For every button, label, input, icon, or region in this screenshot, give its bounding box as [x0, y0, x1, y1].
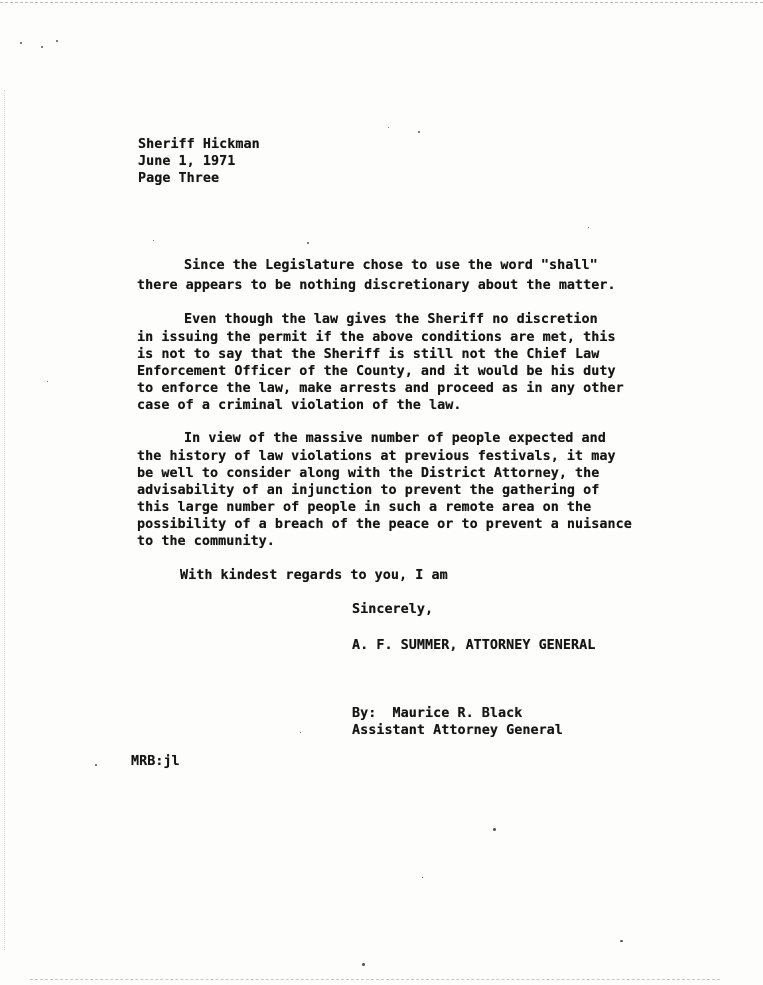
by-line: By: Maurice R. Black — [352, 706, 523, 721]
paragraph-2-line-1: Even though the law gives the Sheriff no discretion — [184, 312, 598, 327]
scan-speck — [493, 828, 496, 831]
paragraph-2-line-3: is not to say that the Sheriff is still not the Chief Law — [137, 347, 600, 362]
scan-speck — [300, 732, 301, 733]
paragraph-3-line-6: possibility of a breach of the peace or to prevent a nuisance — [137, 517, 632, 532]
scan-speck — [422, 877, 423, 878]
paragraph-2-line-5: to enforce the law, make arrests and proceed as in any other — [137, 381, 624, 396]
scan-speck — [47, 381, 48, 382]
scan-speck — [388, 127, 389, 128]
paragraph-1-line-1: Since the Legislature chose to use the word "shall" — [184, 258, 598, 273]
scan-speck — [56, 40, 58, 42]
scan-bottom-edge — [30, 979, 720, 980]
paragraph-2-line-4: Enforcement Officer of the County, and it would be his duty — [137, 364, 616, 379]
signatory-line: A. F. SUMMER, ATTORNEY GENERAL — [352, 638, 596, 653]
scan-top-edge — [0, 2, 763, 3]
scan-speck — [307, 242, 309, 244]
scan-speck — [620, 940, 623, 942]
regards-line: With kindest regards to you, I am — [180, 568, 448, 583]
paragraph-3-line-4: advisability of an injunction to prevent the gathering of — [137, 483, 600, 498]
paragraph-3-line-5: this large number of people in such a remote area on the — [137, 500, 592, 515]
scan-speck — [418, 131, 420, 133]
recipient-line: Sheriff Hickman — [138, 137, 260, 152]
paragraph-1-line-2: there appears to be nothing discretionary about the matter. — [137, 278, 616, 293]
paragraph-3-line-3: be well to consider along with the District Attorney, the — [137, 466, 600, 481]
page-number-line: Page Three — [138, 171, 220, 186]
scan-speck — [588, 227, 589, 228]
scan-speck — [153, 240, 154, 241]
paragraph-3-line-1: In view of the massive number of people expected and — [184, 431, 606, 446]
date-line: June 1, 1971 — [138, 154, 236, 169]
scan-left-edge — [4, 90, 5, 950]
scan-speck — [41, 46, 43, 48]
scan-speck — [362, 963, 365, 966]
reference-initials: MRB:jl — [131, 754, 180, 769]
paragraph-3-line-2: the history of law violations at previous festivals, it may — [137, 449, 616, 464]
scan-speck — [20, 42, 22, 44]
paragraph-2-line-2: in issuing the permit if the above conditions are met, this — [137, 330, 616, 345]
signatory-title: Assistant Attorney General — [352, 723, 563, 738]
paragraph-2-line-6: case of a criminal violation of the law. — [137, 398, 462, 413]
closing-salutation: Sincerely, — [352, 602, 434, 617]
paragraph-3-line-7: to the community. — [137, 534, 275, 549]
scan-speck — [95, 764, 97, 766]
